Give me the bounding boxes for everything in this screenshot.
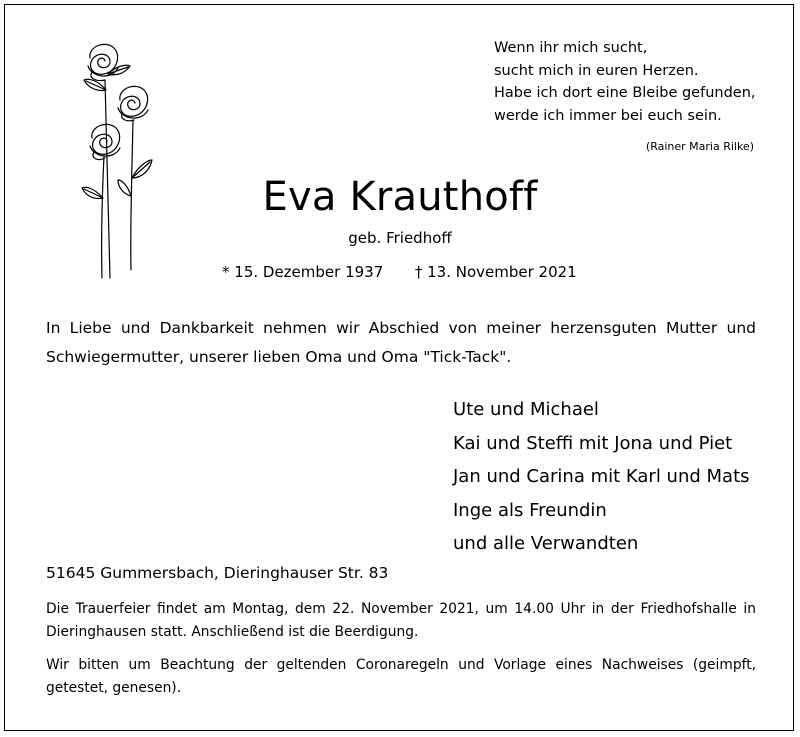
roses-icon	[78, 38, 168, 288]
poem-line: Wenn ihr mich sucht,	[494, 40, 648, 56]
mourner: Jan und Carina mit Karl und Mats	[453, 466, 750, 487]
mourner: Kai und Steffi mit Jona und Piet	[453, 432, 733, 454]
address: 51645 Gummersbach, Dieringhauser Str. 83	[46, 564, 389, 582]
mourners-list	[453, 393, 750, 561]
mourner: und alle Verwandten	[453, 533, 639, 554]
mourner: Ute und Michael	[453, 399, 599, 420]
birth-date: 15. Dezember 1937	[234, 263, 384, 281]
birth-name: geb. Friedhoff	[348, 229, 452, 247]
poem-line: Habe ich dort eine Bleibe gefunden,	[494, 85, 756, 101]
poem-line: sucht mich in euren Herzen.	[494, 62, 699, 79]
corona-note: Wir bitten um Beachtung der geltenden Coronaregeln und Vorlage eines Nachweises (geimpft, getestet, genesen).	[46, 657, 756, 696]
birth-symbol: *	[222, 263, 230, 281]
poem	[494, 37, 756, 127]
death-symbol: †	[414, 263, 423, 281]
poem-author: (Rainer Maria Rilke)	[645, 140, 754, 153]
life-dates	[222, 263, 577, 281]
death-date: 13. November 2021	[427, 263, 577, 281]
poem-line: werde ich immer bei euch sein.	[494, 107, 722, 124]
farewell-message: In Liebe und Dankbarkeit nehmen wir Abschied von meiner herzensguten Mutter und Schwiegermutter, unserer lieben Oma und Oma "Tick-Tack".	[46, 319, 756, 366]
deceased-name: Eva Krauthoff	[262, 174, 538, 220]
mourner: Inge als Freundin	[453, 499, 607, 521]
funeral-info: Die Trauerfeier findet am Montag, dem 22. November 2021, um 14.00 Uhr in der Friedhofshalle in Dieringhausen statt. Anschließend ist die Beerdigung.	[46, 601, 756, 640]
